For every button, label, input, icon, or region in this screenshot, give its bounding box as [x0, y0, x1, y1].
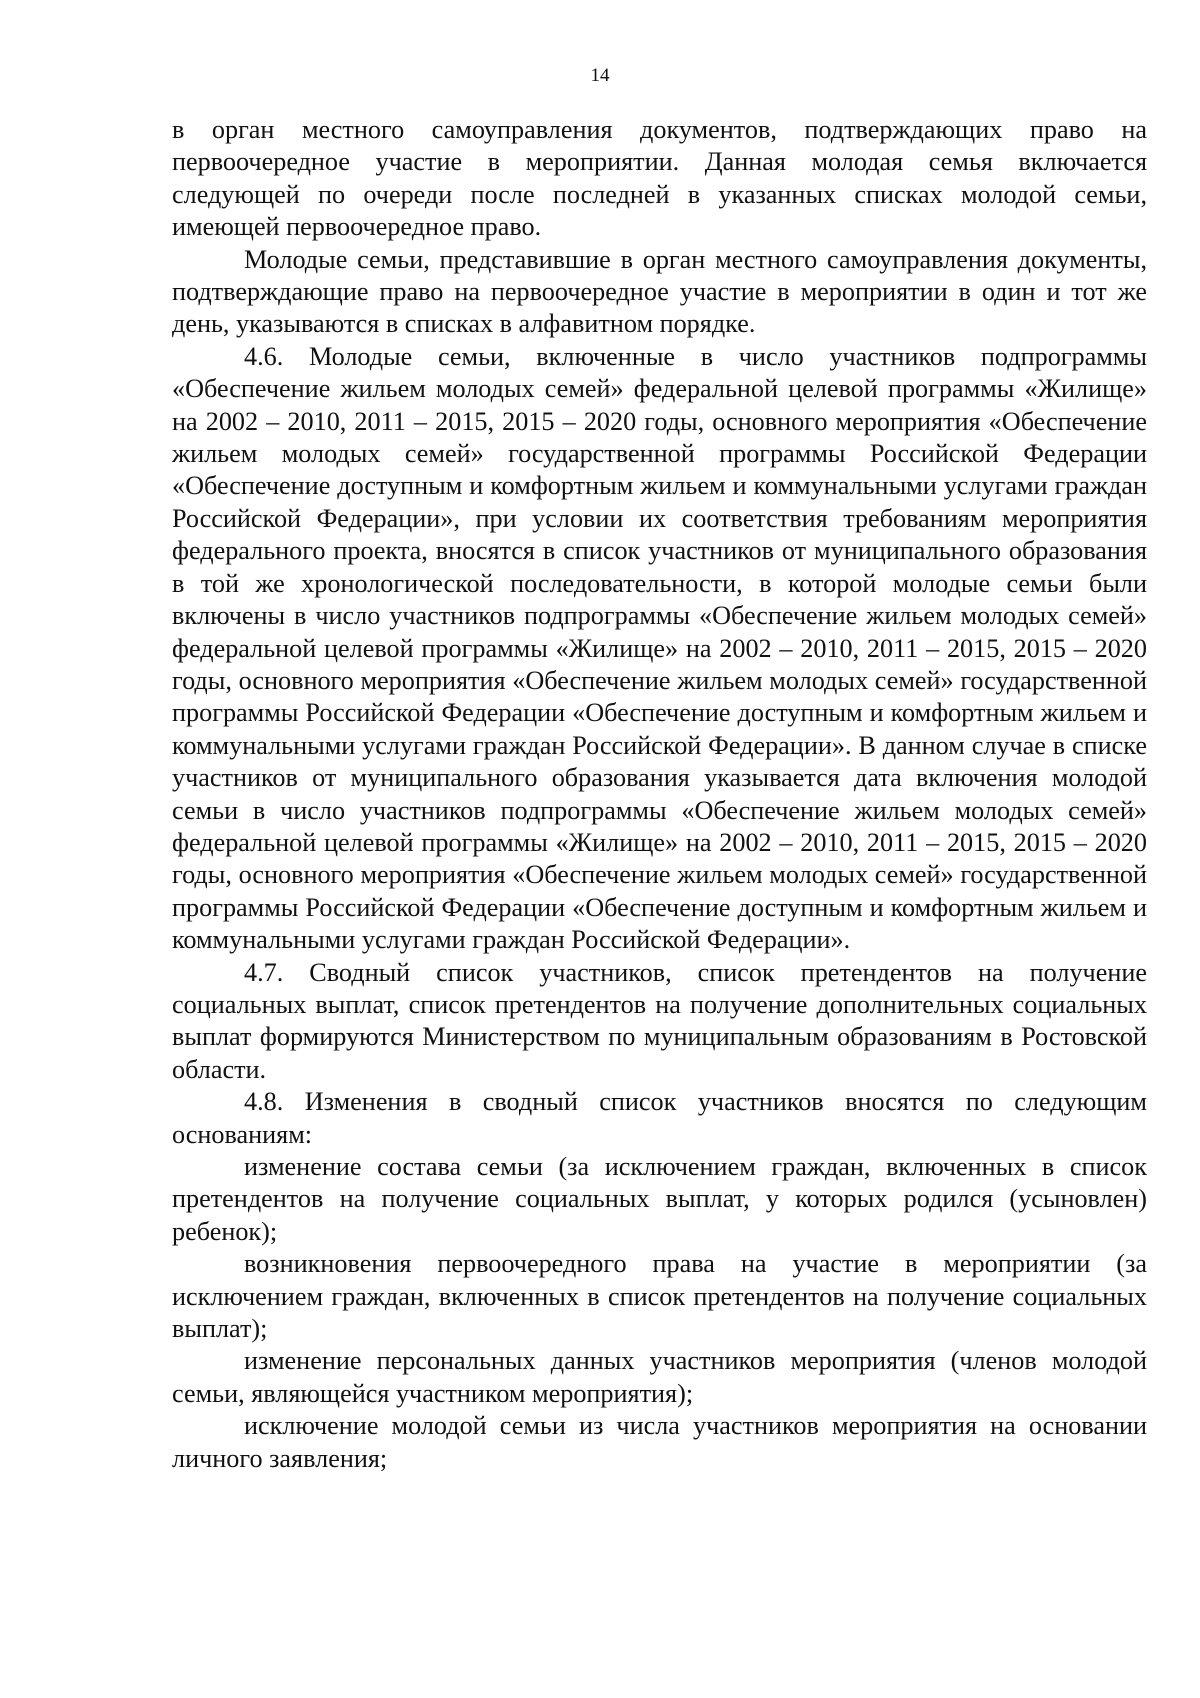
paragraph-same-day-submission: Молодые семьи, представившие в орган местного самоуправления документы, подтверждающие право на первоочередное участие в мероприятии в один и тот же день, указываются в списках в алфавитном порядке.	[172, 244, 1147, 339]
document-body	[172, 114, 1147, 1475]
paragraph-4-7: 4.7. Сводный список участников, список претендентов на получение социальных выплат, список претендентов на получение дополнительных социальных выплат формируются Министерством по муниципальным образованиям в Ростовской области.	[172, 957, 1147, 1084]
paragraph-continuation: в орган местного самоуправления документов, подтверждающих право на первоочередное участие в мероприятии. Данная молодая семья включается следующей по очереди после последней в указанных списках молодой семьи, имеющей первоочередное право.	[172, 115, 1147, 242]
paragraph-4-6: 4.6. Молодые семьи, включенные в число участников подпрограммы «Обеспечение жильем молодых семей» федеральной целевой программы «Жилище» на 2002 – 2010, 2011 – 2015, 2015 – 2020 годы, основного мероприятия «Обеспечение жильем молодых семей» государственной программы Российской Федерации «Обеспечение доступным и комфортным жильем и коммунальными услугами граждан Российской Федерации», при условии их соответствия требованиям мероприятия федерального проекта, вносятся в список участников от муниципального образования в той же хронологической последовательности, в которой молодые семьи были включены в число участников подпрограммы «Обеспечение жильем молодых семей» федеральной целевой программы «Жилище» на 2002 – 2010, 2011 – 2015, 2015 – 2020 годы, основного мероприятия «Обеспечение жильем молодых семей» государственной программы Российской Федерации «Обеспечение доступным и комфортным жильем и коммунальными услугами граждан Российской Федерации». В данном случае в списке участников от муниципального образования указывается дата включения молодой семьи в число участников подпрограммы «Обеспечение жильем молодых семей» федеральной целевой программы «Жилище» на 2002 – 2010, 2011 – 2015, 2015 – 2020 годы, основного мероприятия «Обеспечение жильем молодых семей» государственной программы Российской Федерации «Обеспечение доступным и комфортным жильем и коммунальными услугами граждан Российской Федерации».	[172, 341, 1147, 955]
page-number: 14	[590, 65, 610, 86]
list-item-personal-data-change: изменение персональных данных участников мероприятия (членов молодой семьи, являющейся участником мероприятия);	[172, 1346, 1147, 1408]
list-item-priority-right: возникновения первоочередного права на участие в мероприятии (за исключением граждан, включенных в список претендентов на получение социальных выплат);	[172, 1249, 1147, 1344]
paragraph-4-8: 4.8. Изменения в сводный список участников вносятся по следующим основаниям:	[172, 1087, 1147, 1149]
list-item-exclusion-by-application: исключение молодой семьи из числа участников мероприятия на основании личного заявления;	[172, 1411, 1147, 1473]
list-item-family-composition-change: изменение состава семьи (за исключением граждан, включенных в список претендентов на получение социальных выплат, у которых родился (усыновлен) ребенок);	[172, 1152, 1147, 1246]
